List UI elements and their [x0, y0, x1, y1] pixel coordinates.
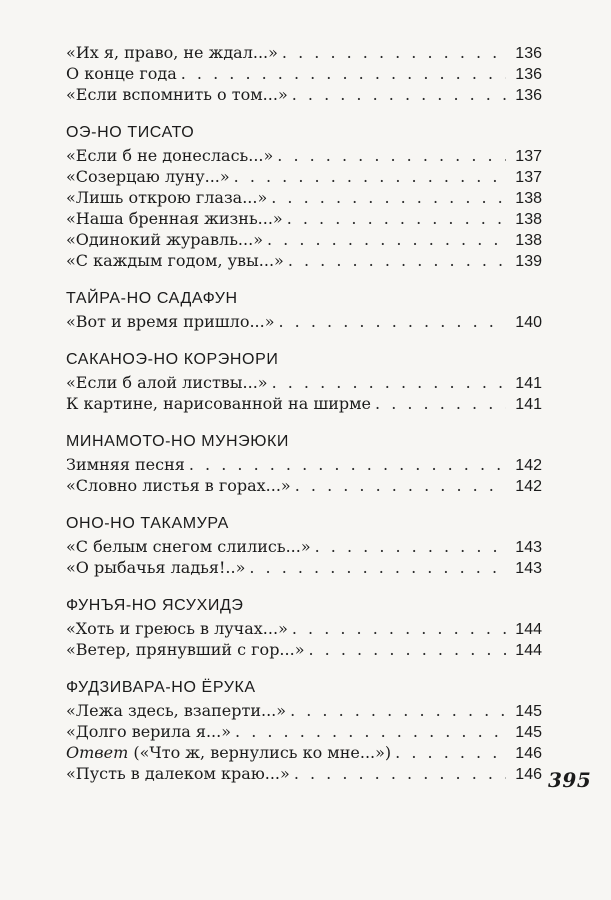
- toc-entry: [66, 42, 542, 63]
- toc-entry-title: О конце года: [66, 64, 177, 83]
- toc-entry-title: «Ветер, прянувший с гор...»: [66, 640, 305, 659]
- section-heading: ОНО-НО ТАКАМУРА: [66, 515, 229, 532]
- dot-leader: [235, 721, 506, 742]
- toc-entry-page: 144: [515, 642, 542, 659]
- dot-leader: [267, 229, 506, 250]
- toc-entry-prefix: Ответ: [66, 743, 129, 762]
- dot-leader: [282, 42, 506, 63]
- toc-entry-title: «Пусть в далеком краю...»: [66, 764, 290, 783]
- toc-entry: [66, 145, 542, 166]
- table-of-contents: [66, 42, 542, 784]
- dot-leader: [290, 700, 506, 721]
- toc-entry: [66, 311, 542, 332]
- section-heading: САКАНОЭ-НО КОРЭНОРИ: [66, 351, 279, 368]
- page-number: 395: [548, 768, 592, 792]
- toc-entry-title: [66, 742, 391, 763]
- toc-entry-title: К картине, нарисованной на ширме: [66, 394, 372, 413]
- toc-entry-page: 146: [515, 745, 542, 762]
- toc-entry-title: «Если вспомнить о том...»: [66, 85, 288, 104]
- toc-entry-page: 136: [515, 87, 542, 104]
- toc-entry-page: 142: [515, 457, 542, 474]
- section-heading: ТАЙРА-НО САДАФУН: [66, 290, 238, 307]
- toc-entry: [66, 639, 542, 660]
- toc-entry: [66, 63, 542, 84]
- toc-entry: [66, 454, 542, 475]
- dot-leader: [249, 557, 506, 578]
- dot-leader: [234, 166, 506, 187]
- dot-leader: [272, 372, 506, 393]
- dot-leader: [375, 393, 506, 414]
- dot-leader: [287, 208, 506, 229]
- toc-entry-title: «С каждым годом, увы...»: [66, 251, 284, 270]
- toc-entry: [66, 536, 542, 557]
- section-heading: ОЭ-НО ТИСАТО: [66, 124, 195, 141]
- toc-entry-title: «Созерцаю луну...»: [66, 167, 230, 186]
- toc-section-ono-no-takamura: [66, 512, 542, 578]
- toc-entry: [66, 250, 542, 271]
- section-heading: МИНАМОТО-НО МУНЭЮКИ: [66, 433, 290, 450]
- dot-leader: [308, 639, 506, 660]
- toc-entry-title: «Одинокий журавль...»: [66, 230, 263, 249]
- dot-leader: [288, 250, 506, 271]
- toc-section-taira-no-sadafun: [66, 287, 542, 332]
- toc-section-fujiwara-no-yoruka: [66, 676, 542, 784]
- toc-entry-title: «Наша бренная жизнь...»: [66, 209, 283, 228]
- toc-entry-page: 143: [515, 560, 542, 577]
- toc-entry-title: «Если б не донеслась...»: [66, 146, 274, 165]
- toc-entry-page: 141: [515, 396, 542, 413]
- toc-entry-title: «Лишь открою глаза...»: [66, 188, 268, 207]
- dot-leader: [271, 187, 506, 208]
- toc-entry: [66, 208, 542, 229]
- toc-entry-title: «Долго верила я...»: [66, 722, 232, 741]
- toc-entry: [66, 742, 542, 763]
- section-heading: ФУДЗИВАРА-НО ЁРУКА: [66, 679, 256, 696]
- toc-entry: [66, 721, 542, 742]
- dot-leader: [277, 145, 506, 166]
- toc-entry-title-rest: («Что ж, вернулись ко мне...»): [128, 743, 392, 762]
- toc-entry-page: 144: [515, 621, 542, 638]
- toc-entry-page: 138: [515, 232, 542, 249]
- toc-entry-page: 146: [515, 766, 542, 783]
- toc-entry-title: «Вот и время пришло...»: [66, 312, 275, 331]
- toc-entry-page: 142: [515, 478, 542, 495]
- toc-entry-page: 138: [515, 211, 542, 228]
- toc-entry: [66, 557, 542, 578]
- section-heading: ФУНЪЯ-НО ЯСУХИДЭ: [66, 597, 244, 614]
- dot-leader: [181, 63, 506, 84]
- dot-leader: [294, 763, 506, 784]
- toc-entry-page: 139: [515, 253, 542, 270]
- toc-entry-page: 137: [515, 169, 542, 186]
- dot-leader: [292, 84, 506, 105]
- toc-entry-page: 143: [515, 539, 542, 556]
- toc-entry: [66, 393, 542, 414]
- toc-entry: [66, 187, 542, 208]
- toc-entry-title: «Хоть и греюсь в лучах...»: [66, 619, 288, 638]
- toc-section-minamoto-no-muneyuki: [66, 430, 542, 496]
- toc-entry-page: 136: [515, 45, 542, 62]
- toc-entry-page: 141: [515, 375, 542, 392]
- dot-leader: [295, 475, 506, 496]
- toc-entry: [66, 475, 542, 496]
- toc-entry-title: «Лежа здесь, взаперти...»: [66, 701, 287, 720]
- dot-leader: [189, 454, 506, 475]
- dot-leader: [292, 618, 506, 639]
- toc-entry-title: «Если б алой листвы...»: [66, 373, 268, 392]
- dot-leader: [395, 742, 506, 763]
- toc-section-funya-no-yasuhide: [66, 594, 542, 660]
- toc-entry-title: «С белым снегом слились...»: [66, 537, 311, 556]
- toc-entry: [66, 372, 542, 393]
- toc-section-sakanoe-no-korenori: [66, 348, 542, 414]
- toc-section-oe-no-tisato: [66, 121, 542, 271]
- toc-section-continued: [66, 42, 542, 105]
- toc-entry: [66, 618, 542, 639]
- toc-entry-page: 138: [515, 190, 542, 207]
- toc-entry-page: 136: [515, 66, 542, 83]
- toc-entry: [66, 700, 542, 721]
- toc-entry: [66, 229, 542, 250]
- toc-entry-page: 145: [515, 724, 542, 741]
- toc-entry-page: 145: [515, 703, 542, 720]
- toc-entry-title: Зимняя песня: [66, 455, 185, 474]
- toc-entry-page: 137: [515, 148, 542, 165]
- toc-entry: [66, 84, 542, 105]
- dot-leader: [315, 536, 506, 557]
- toc-entry-title: «Их я, право, не ждал...»: [66, 43, 278, 62]
- toc-entry-page: 140: [515, 314, 542, 331]
- dot-leader: [279, 311, 507, 332]
- toc-entry-title: «О рыбачья ладья!..»: [66, 558, 246, 577]
- toc-entry-title: «Словно листья в горах...»: [66, 476, 291, 495]
- toc-entry: [66, 166, 542, 187]
- toc-entry: [66, 763, 542, 784]
